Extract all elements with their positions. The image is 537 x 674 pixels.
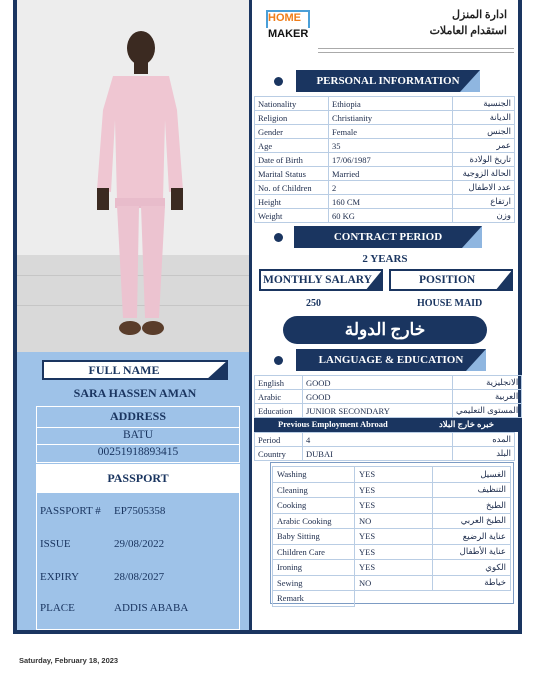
row-label-ar: عناية الرضيع	[433, 529, 511, 545]
candidate-photo	[17, 0, 249, 352]
arabic-header-line1: ادارة المنزل	[452, 9, 507, 21]
full-name: SARA HASSEN AMAN	[73, 386, 197, 400]
table-row	[255, 125, 515, 139]
table-row	[255, 195, 515, 209]
row-value: JUNIOR SECONDARY	[303, 404, 453, 418]
place-label: PLACE	[40, 602, 75, 614]
passport-label: PASSPORT	[107, 471, 169, 485]
row-label-ar: وزن	[453, 209, 515, 223]
issue-date: 29/08/2022	[114, 538, 165, 550]
table-row	[255, 111, 515, 125]
previous-employment-title-ar: خبره خارج البلاد	[438, 419, 494, 429]
table-row	[255, 390, 522, 404]
address-label: ADDRESS	[109, 409, 166, 423]
row-label-ar: الطبخ	[433, 498, 511, 514]
print-date: Saturday, February 18, 2023	[19, 656, 119, 665]
row-label: Date of Birth	[255, 153, 329, 167]
table-row	[255, 139, 515, 153]
logo-home-text: HOME	[268, 12, 301, 24]
table-row	[255, 404, 522, 418]
passport-number: EP7505358	[114, 505, 166, 517]
personal-info-title: PERSONAL INFORMATION	[316, 75, 460, 87]
row-label: Arabic Cooking	[273, 513, 355, 529]
row-label-ar: الكوي	[433, 560, 511, 576]
contract-period-banner	[294, 226, 482, 248]
row-value: YES	[355, 498, 433, 514]
row-label-ar: الانجليزية	[453, 376, 522, 390]
personal-info-banner	[296, 70, 480, 92]
table-row	[255, 153, 515, 167]
row-value: DUBAI	[303, 447, 453, 461]
row-value: 35	[329, 139, 453, 153]
row-label-ar: الطبخ العربي	[433, 513, 511, 529]
row-label-ar: الجنسية	[453, 97, 515, 111]
row-label-ar: الديانة	[453, 111, 515, 125]
bullet-icon	[274, 77, 283, 86]
remark-label: Remark	[273, 591, 355, 607]
expiry-label: EXPIRY	[40, 571, 80, 583]
logo-maker-text: MAKER	[268, 28, 309, 40]
table-row	[273, 467, 511, 483]
position-label-box	[389, 269, 513, 291]
personal-info-table	[254, 96, 515, 223]
position-label: POSITION	[419, 274, 476, 286]
table-row	[255, 209, 515, 223]
remark-row	[273, 591, 511, 607]
row-label: Arabic	[255, 390, 303, 404]
language-education-title: LANGUAGE & EDUCATION	[318, 354, 464, 366]
row-value: GOOD	[303, 390, 453, 404]
address-phone: 00251918893415	[97, 446, 179, 458]
row-label: No. of Children	[255, 181, 329, 195]
row-label-ar: عناية الأطفال	[433, 544, 511, 560]
row-label-ar: عدد الاطفال	[453, 181, 515, 195]
bullet-icon	[274, 356, 283, 365]
arabic-header-line2: استقدام العاملات	[429, 25, 507, 37]
row-label: Religion	[255, 111, 329, 125]
row-label-ar: التنظيف	[433, 482, 511, 498]
row-label: English	[255, 376, 303, 390]
passport-number-label: PASSPORT #	[40, 505, 101, 517]
table-row	[255, 376, 522, 390]
full-name-label: FULL NAME	[88, 363, 160, 377]
row-label: Height	[255, 195, 329, 209]
row-label: Cleaning	[273, 482, 355, 498]
table-row	[273, 544, 511, 560]
language-table	[254, 375, 522, 418]
contract-period-title: CONTRACT PERIOD	[333, 231, 443, 243]
person-figure	[17, 0, 249, 352]
monthly-salary-label: MONTHLY SALARY	[263, 274, 372, 286]
table-row	[255, 433, 515, 447]
salary-value: 250	[306, 298, 321, 309]
table-row	[273, 513, 511, 529]
table-row	[273, 560, 511, 576]
row-label-ar: المده	[453, 433, 515, 447]
place-value: ADDIS ABABA	[114, 602, 189, 614]
row-value: 2	[329, 181, 453, 195]
row-value: Ethiopia	[329, 97, 453, 111]
table-row	[255, 97, 515, 111]
skills-table	[272, 466, 511, 607]
row-value: Female	[329, 125, 453, 139]
bullet-icon	[274, 233, 283, 242]
row-value: Married	[329, 167, 453, 181]
row-label: Education	[255, 404, 303, 418]
row-value: 60 KG	[329, 209, 453, 223]
address-city: BATU	[122, 429, 154, 441]
abroad-badge: خارج الدولة	[283, 316, 487, 344]
table-row	[255, 181, 515, 195]
row-label: Gender	[255, 125, 329, 139]
row-label: Cooking	[273, 498, 355, 514]
row-label-ar: العربية	[453, 390, 522, 404]
row-label: Washing	[273, 467, 355, 483]
passport-header	[36, 464, 240, 492]
row-label: Sewing	[273, 575, 355, 591]
row-label-ar: خياطة	[433, 575, 511, 591]
row-value: NO	[355, 513, 433, 529]
row-label-ar: البلد	[453, 447, 515, 461]
row-label: Nationality	[255, 97, 329, 111]
row-label-ar: الغسيل	[433, 467, 511, 483]
table-row	[273, 575, 511, 591]
previous-employment-title: Previous Employment Abroad	[278, 419, 388, 429]
row-label: Marital Status	[255, 167, 329, 181]
expiry-date: 28/08/2027	[114, 571, 165, 583]
row-label-ar: الحالة الزوجية	[453, 167, 515, 181]
table-row	[273, 482, 511, 498]
row-label: Baby Sitting	[273, 529, 355, 545]
row-value: YES	[355, 560, 433, 576]
issue-label: ISSUE	[40, 538, 71, 550]
table-row	[273, 498, 511, 514]
row-label-ar: تاريخ الولادة	[453, 153, 515, 167]
table-row	[273, 529, 511, 545]
language-education-banner	[296, 349, 486, 371]
previous-employment-header	[254, 418, 518, 432]
full-name-label-box	[42, 360, 228, 380]
row-label: Country	[255, 447, 303, 461]
monthly-salary-label-box	[259, 269, 383, 291]
row-value: YES	[355, 529, 433, 545]
previous-employment-table	[254, 432, 515, 461]
row-value: GOOD	[303, 376, 453, 390]
table-row	[255, 447, 515, 461]
contract-period-value: 2 YEARS	[362, 253, 408, 265]
row-label-ar: عمر	[453, 139, 515, 153]
table-row	[255, 167, 515, 181]
row-label: Age	[255, 139, 329, 153]
position-value: HOUSE MAID	[417, 298, 483, 309]
row-label: Period	[255, 433, 303, 447]
home-maker-logo	[262, 6, 314, 44]
row-value: NO	[355, 575, 433, 591]
row-value: YES	[355, 467, 433, 483]
row-value: 17/06/1987	[329, 153, 453, 167]
row-label-ar: المستوى التعليمي	[453, 404, 522, 418]
row-value: 4	[303, 433, 453, 447]
row-value: YES	[355, 544, 433, 560]
row-label-ar: الجنس	[453, 125, 515, 139]
row-value: 160 CM	[329, 195, 453, 209]
row-label: Weight	[255, 209, 329, 223]
row-value: YES	[355, 482, 433, 498]
row-label: Children Care	[273, 544, 355, 560]
row-label-ar: ارتفاع	[453, 195, 515, 209]
row-label: Ironing	[273, 560, 355, 576]
row-value: Christianity	[329, 111, 453, 125]
